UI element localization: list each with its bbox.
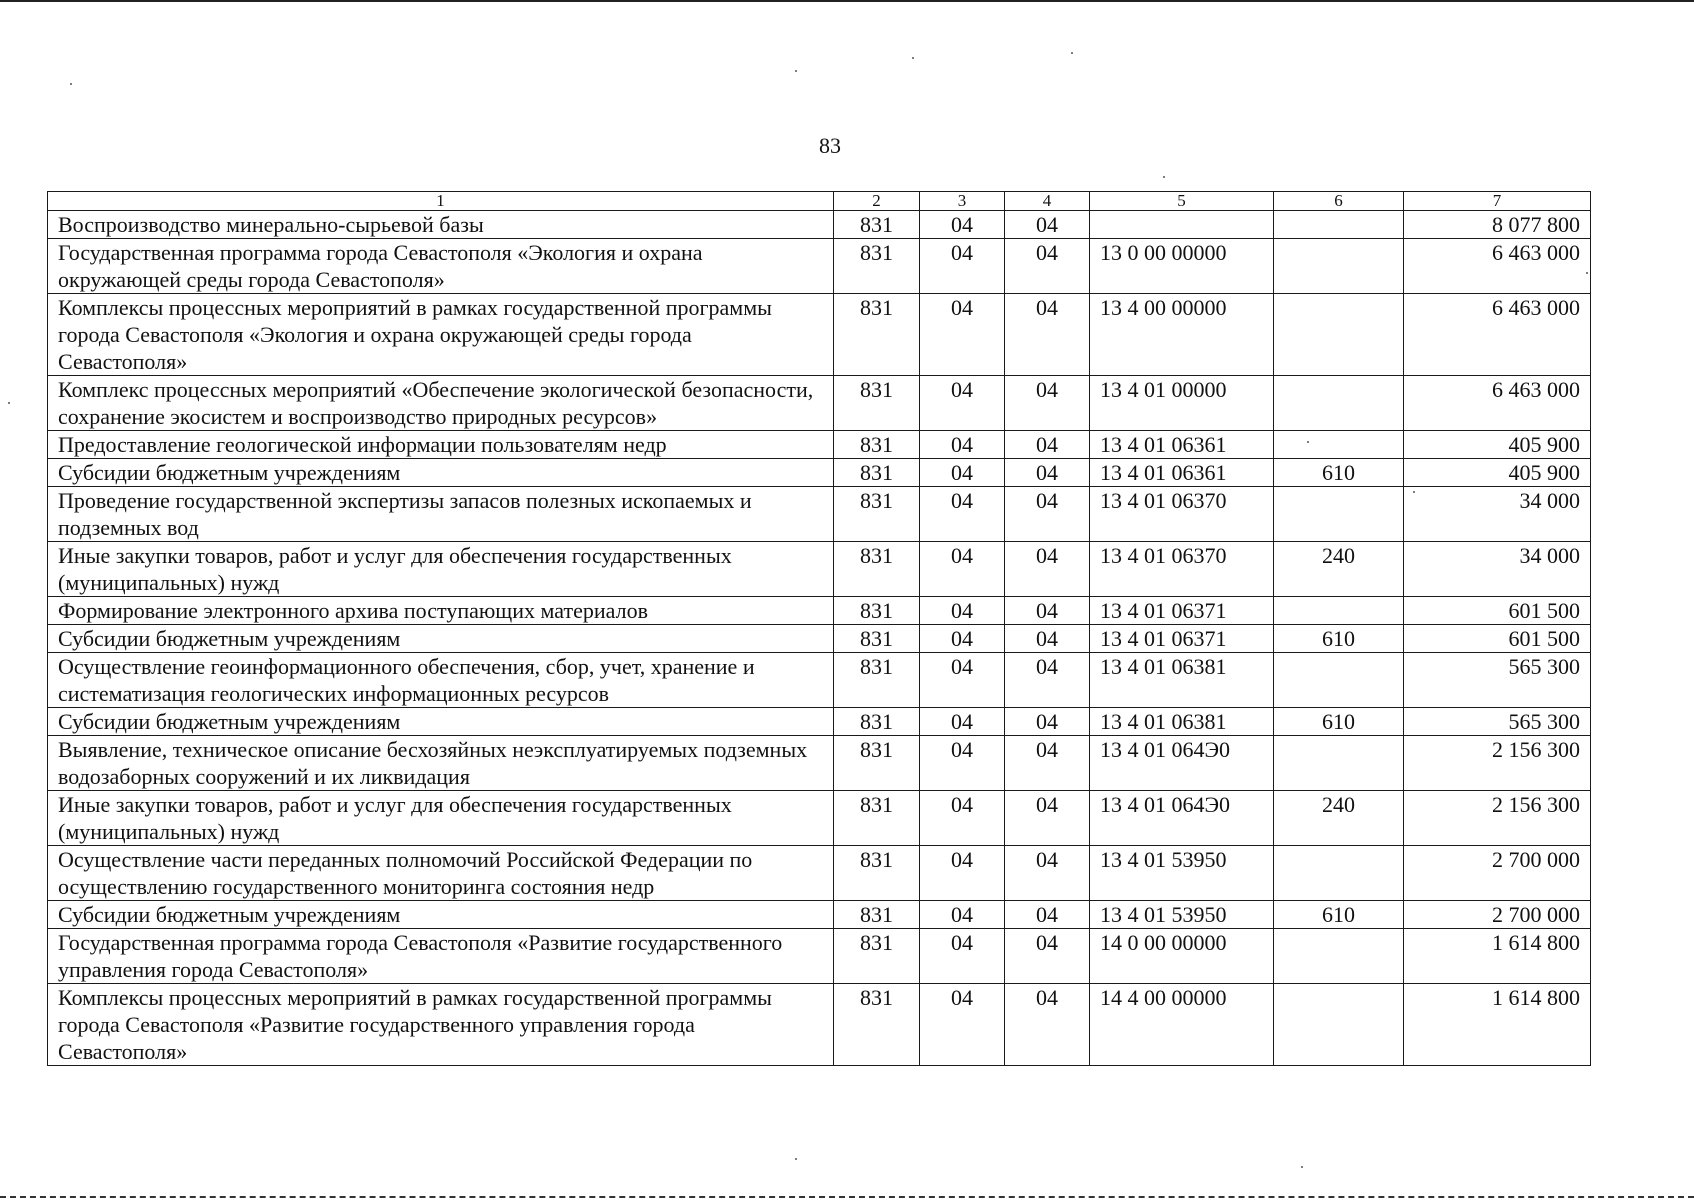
cell-subsection: 04 — [1005, 294, 1090, 376]
cell-expense-type: 240 — [1274, 791, 1404, 846]
cell-expense-type — [1274, 211, 1404, 239]
cell-subsection: 04 — [1005, 376, 1090, 431]
cell-target-article — [1090, 211, 1274, 239]
cell-subsection: 04 — [1005, 211, 1090, 239]
cell-ministry-code: 831 — [834, 736, 920, 791]
table-row — [48, 901, 1591, 929]
table-row — [48, 211, 1591, 239]
cell-name: Осуществление геоинформационного обеспечения, сбор, учет, хранение и систематизация геологических информационных ресурсов — [48, 653, 834, 708]
table-row — [48, 294, 1591, 376]
cell-expense-type — [1274, 376, 1404, 431]
scan-speck — [1307, 441, 1309, 443]
cell-section: 04 — [920, 929, 1005, 984]
cell-subsection: 04 — [1005, 791, 1090, 846]
cell-expense-type — [1274, 653, 1404, 708]
table-row — [48, 791, 1591, 846]
cell-section: 04 — [920, 791, 1005, 846]
cell-section: 04 — [920, 736, 1005, 791]
cell-target-article: 13 4 01 06371 — [1090, 597, 1274, 625]
cell-ministry-code: 831 — [834, 597, 920, 625]
cell-target-article: 13 4 01 53950 — [1090, 846, 1274, 901]
cell-target-article: 13 4 01 06371 — [1090, 625, 1274, 653]
cell-ministry-code: 831 — [834, 294, 920, 376]
table-row — [48, 625, 1591, 653]
cell-amount: 6 463 000 — [1404, 376, 1591, 431]
cell-amount: 2 156 300 — [1404, 736, 1591, 791]
cell-subsection: 04 — [1005, 542, 1090, 597]
cell-name: Иные закупки товаров, работ и услуг для обеспечения государственных (муниципальных) нужд — [48, 791, 834, 846]
table-row — [48, 846, 1591, 901]
scan-speck — [1586, 272, 1588, 274]
header-col-3: 3 — [920, 192, 1005, 211]
cell-ministry-code: 831 — [834, 376, 920, 431]
scan-speck — [1301, 1166, 1303, 1168]
cell-target-article: 13 4 01 064Э0 — [1090, 736, 1274, 791]
cell-subsection: 04 — [1005, 929, 1090, 984]
header-col-4: 4 — [1005, 192, 1090, 211]
header-col-1: 1 — [48, 192, 834, 211]
table-row — [48, 459, 1591, 487]
cell-amount: 565 300 — [1404, 653, 1591, 708]
cell-ministry-code: 831 — [834, 459, 920, 487]
cell-amount: 565 300 — [1404, 708, 1591, 736]
scan-top-border — [0, 0, 1694, 2]
cell-amount: 405 900 — [1404, 459, 1591, 487]
cell-ministry-code: 831 — [834, 542, 920, 597]
scan-speck — [1163, 176, 1165, 178]
cell-subsection: 04 — [1005, 901, 1090, 929]
cell-ministry-code: 831 — [834, 653, 920, 708]
cell-expense-type: 610 — [1274, 625, 1404, 653]
cell-amount: 2 700 000 — [1404, 901, 1591, 929]
cell-amount: 2 156 300 — [1404, 791, 1591, 846]
scan-speck — [70, 83, 72, 85]
scan-speck — [795, 70, 797, 72]
table-row — [48, 431, 1591, 459]
cell-name: Субсидии бюджетным учреждениям — [48, 459, 834, 487]
table-row — [48, 929, 1591, 984]
cell-target-article: 14 4 00 00000 — [1090, 984, 1274, 1066]
scan-speck — [795, 1158, 797, 1160]
table-row — [48, 239, 1591, 294]
cell-name: Выявление, техническое описание бесхозяйных неэксплуатируемых подземных водозаборных сооружений и их ликвидация — [48, 736, 834, 791]
cell-target-article: 13 4 01 06381 — [1090, 653, 1274, 708]
cell-subsection: 04 — [1005, 597, 1090, 625]
cell-expense-type: 610 — [1274, 459, 1404, 487]
cell-subsection: 04 — [1005, 487, 1090, 542]
header-col-2: 2 — [834, 192, 920, 211]
cell-subsection: 04 — [1005, 653, 1090, 708]
cell-name: Предоставление геологической информации пользователям недр — [48, 431, 834, 459]
cell-expense-type: 610 — [1274, 901, 1404, 929]
cell-amount: 1 614 800 — [1404, 984, 1591, 1066]
table-row — [48, 708, 1591, 736]
cell-ministry-code: 831 — [834, 901, 920, 929]
cell-expense-type — [1274, 294, 1404, 376]
cell-section: 04 — [920, 487, 1005, 542]
cell-subsection: 04 — [1005, 431, 1090, 459]
cell-target-article: 13 4 00 00000 — [1090, 294, 1274, 376]
cell-expense-type — [1274, 736, 1404, 791]
cell-section: 04 — [920, 542, 1005, 597]
header-col-7: 7 — [1404, 192, 1591, 211]
cell-expense-type: 610 — [1274, 708, 1404, 736]
cell-expense-type — [1274, 984, 1404, 1066]
cell-section: 04 — [920, 239, 1005, 294]
cell-name: Воспроизводство минерально-сырьевой базы — [48, 211, 834, 239]
cell-target-article: 13 4 01 06381 — [1090, 708, 1274, 736]
cell-section: 04 — [920, 901, 1005, 929]
table-body — [48, 211, 1591, 1066]
cell-amount: 6 463 000 — [1404, 294, 1591, 376]
cell-subsection: 04 — [1005, 625, 1090, 653]
cell-amount: 1 614 800 — [1404, 929, 1591, 984]
scan-speck — [1413, 491, 1415, 493]
cell-expense-type: 240 — [1274, 542, 1404, 597]
cell-ministry-code: 831 — [834, 984, 920, 1066]
cell-name: Субсидии бюджетным учреждениям — [48, 708, 834, 736]
cell-expense-type — [1274, 597, 1404, 625]
cell-amount: 8 077 800 — [1404, 211, 1591, 239]
cell-amount: 601 500 — [1404, 597, 1591, 625]
cell-target-article: 13 4 01 06361 — [1090, 431, 1274, 459]
cell-ministry-code: 831 — [834, 791, 920, 846]
cell-section: 04 — [920, 653, 1005, 708]
cell-name: Проведение государственной экспертизы запасов полезных ископаемых и подземных вод — [48, 487, 834, 542]
scan-speck — [1071, 52, 1073, 54]
cell-ministry-code: 831 — [834, 211, 920, 239]
cell-expense-type — [1274, 239, 1404, 294]
table-header — [48, 192, 1591, 211]
cell-ministry-code: 831 — [834, 431, 920, 459]
cell-amount: 601 500 — [1404, 625, 1591, 653]
cell-target-article: 13 4 01 06370 — [1090, 542, 1274, 597]
cell-subsection: 04 — [1005, 846, 1090, 901]
cell-target-article: 13 4 01 06361 — [1090, 459, 1274, 487]
cell-ministry-code: 831 — [834, 929, 920, 984]
cell-expense-type — [1274, 431, 1404, 459]
table-row — [48, 984, 1591, 1066]
cell-name: Комплексы процессных мероприятий в рамках государственной программы города Севастополя «Развитие государственного управления города Севастополя» — [48, 984, 834, 1066]
cell-name: Комплексы процессных мероприятий в рамках государственной программы города Севастополя «Экология и охрана окружающей среды города Севастополя» — [48, 294, 834, 376]
cell-target-article: 14 0 00 00000 — [1090, 929, 1274, 984]
cell-section: 04 — [920, 294, 1005, 376]
cell-section: 04 — [920, 431, 1005, 459]
cell-subsection: 04 — [1005, 984, 1090, 1066]
page-number: 83 — [819, 133, 841, 158]
scan-speck — [912, 57, 914, 59]
cell-amount: 34 000 — [1404, 487, 1591, 542]
cell-target-article: 13 0 00 00000 — [1090, 239, 1274, 294]
table-row — [48, 653, 1591, 708]
table-row — [48, 736, 1591, 791]
cell-name: Субсидии бюджетным учреждениям — [48, 901, 834, 929]
cell-expense-type — [1274, 487, 1404, 542]
cell-ministry-code: 831 — [834, 846, 920, 901]
cell-amount: 34 000 — [1404, 542, 1591, 597]
cell-amount: 405 900 — [1404, 431, 1591, 459]
table-row — [48, 542, 1591, 597]
cell-subsection: 04 — [1005, 239, 1090, 294]
table-row — [48, 487, 1591, 542]
cell-section: 04 — [920, 211, 1005, 239]
header-col-5: 5 — [1090, 192, 1274, 211]
cell-name: Государственная программа города Севастополя «Развитие государственного управления города Севастополя» — [48, 929, 834, 984]
cell-section: 04 — [920, 625, 1005, 653]
cell-section: 04 — [920, 708, 1005, 736]
header-row — [48, 192, 1591, 211]
header-col-6: 6 — [1274, 192, 1404, 211]
scan-speck — [8, 402, 10, 404]
cell-name: Осуществление части переданных полномочий Российской Федерации по осуществлению государственного мониторинга состояния недр — [48, 846, 834, 901]
cell-name: Иные закупки товаров, работ и услуг для обеспечения государственных (муниципальных) нужд — [48, 542, 834, 597]
cell-subsection: 04 — [1005, 736, 1090, 791]
cell-name: Субсидии бюджетным учреждениям — [48, 625, 834, 653]
cell-section: 04 — [920, 376, 1005, 431]
cell-name: Государственная программа города Севастополя «Экология и охрана окружающей среды города Севастополя» — [48, 239, 834, 294]
cell-section: 04 — [920, 984, 1005, 1066]
budget-table — [47, 191, 1591, 1066]
cell-section: 04 — [920, 846, 1005, 901]
cell-subsection: 04 — [1005, 708, 1090, 736]
cell-ministry-code: 831 — [834, 625, 920, 653]
cell-name: Формирование электронного архива поступающих материалов — [48, 597, 834, 625]
cell-ministry-code: 831 — [834, 239, 920, 294]
cell-amount: 6 463 000 — [1404, 239, 1591, 294]
cell-name: Комплекс процессных мероприятий «Обеспечение экологической безопасности, сохранение экосистем и воспроизводство природных ресурсов» — [48, 376, 834, 431]
cell-ministry-code: 831 — [834, 487, 920, 542]
table-row — [48, 597, 1591, 625]
table-row — [48, 376, 1591, 431]
cell-target-article: 13 4 01 00000 — [1090, 376, 1274, 431]
cell-expense-type — [1274, 846, 1404, 901]
cell-target-article: 13 4 01 06370 — [1090, 487, 1274, 542]
cell-amount: 2 700 000 — [1404, 846, 1591, 901]
cell-expense-type — [1274, 929, 1404, 984]
cell-subsection: 04 — [1005, 459, 1090, 487]
scan-bottom-border — [0, 1196, 1694, 1198]
cell-target-article: 13 4 01 064Э0 — [1090, 791, 1274, 846]
cell-section: 04 — [920, 459, 1005, 487]
cell-target-article: 13 4 01 53950 — [1090, 901, 1274, 929]
cell-section: 04 — [920, 597, 1005, 625]
cell-ministry-code: 831 — [834, 708, 920, 736]
